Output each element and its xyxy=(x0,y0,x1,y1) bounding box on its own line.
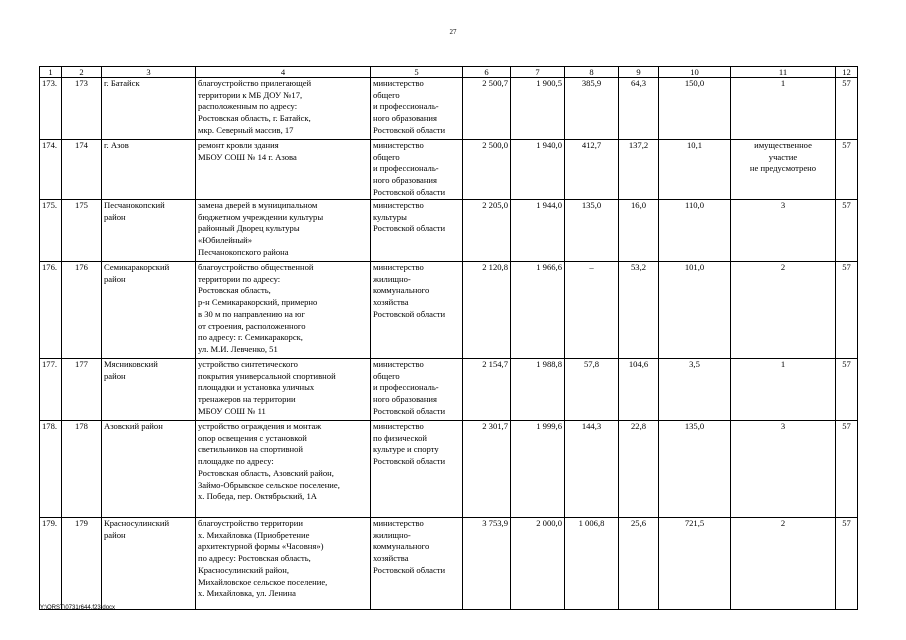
row-number-cell: 179 xyxy=(62,518,102,610)
ministry-cell-line: Ростовской области xyxy=(373,308,446,319)
project-description-cell-line: площадке по адресу: xyxy=(198,456,274,467)
ministry-cell-line: общего xyxy=(373,89,400,100)
business-funds-cell: 10,1 xyxy=(659,140,731,200)
ministry-cell-line: министерство xyxy=(373,359,424,369)
population-funds-cell: 64,3 xyxy=(619,78,659,140)
project-description-cell-line: Ростовская область, Азовский район, xyxy=(198,467,334,478)
ministry-cell-line: министерство xyxy=(373,518,424,528)
participation-cell-line: 3 xyxy=(780,421,786,431)
ministry-cell xyxy=(371,421,463,518)
ministry-cell-line: коммунального xyxy=(373,541,430,552)
participation-cell-line: 3 xyxy=(780,200,786,210)
program-table xyxy=(39,66,858,610)
project-description-cell xyxy=(196,200,371,262)
project-description-cell xyxy=(196,262,371,359)
project-description-cell-line: благоустройство территории xyxy=(198,518,303,528)
ministry-cell-line: министерство xyxy=(373,262,424,272)
project-description-cell-line: опор освещения с установкой xyxy=(198,432,307,443)
project-description-cell-line: архитектурной формы «Часовня») xyxy=(198,541,324,552)
municipality-cell-line: район xyxy=(104,370,126,381)
table-row xyxy=(40,140,858,200)
municipality-cell-line: г. Батайск xyxy=(104,78,140,88)
ministry-cell-line: коммунального xyxy=(373,285,430,296)
municipality-cell-line: район xyxy=(104,211,126,222)
row-number-cell: 177 xyxy=(62,359,102,421)
municipality-cell-line: район xyxy=(104,273,126,284)
municipality-cell xyxy=(102,518,196,610)
ministry-cell xyxy=(371,140,463,200)
total-amount-cell: 2 154,7 xyxy=(463,359,511,421)
project-description-cell-line: «Юбилейный» xyxy=(198,235,253,246)
project-description-cell-line: площадки и установка уличных xyxy=(198,382,315,393)
column-header-3: 3 xyxy=(102,67,196,78)
regional-budget-cell: 1 944,0 xyxy=(511,200,565,262)
participation-cell-line: 2 xyxy=(780,262,786,272)
ministry-cell-line: и профессиональ- xyxy=(373,382,439,393)
local-budget-cell: 385,9 xyxy=(565,78,619,140)
total-amount-cell: 2 500,0 xyxy=(463,140,511,200)
participation-cell-line: имущественное xyxy=(754,140,812,150)
ministry-cell-line: культуре и спорту xyxy=(373,444,439,455)
regional-budget-cell: 1 900,5 xyxy=(511,78,565,140)
row-number-cell: 176 xyxy=(62,262,102,359)
project-description-cell-line: от строения, расположенного xyxy=(198,320,306,331)
ministry-cell-line: и профессиональ- xyxy=(373,163,439,174)
score-cell: 57 xyxy=(836,359,858,421)
ministry-cell xyxy=(371,359,463,421)
project-description-cell-line: Красносулинский район, xyxy=(198,564,289,575)
project-description-cell-line: ремонт кровли здания xyxy=(198,140,279,150)
ministry-cell xyxy=(371,518,463,610)
participation-cell-line: не предусмотрено xyxy=(749,163,817,174)
score-cell: 57 xyxy=(836,140,858,200)
project-description-cell xyxy=(196,518,371,610)
row-index-cell: 177. xyxy=(40,359,62,421)
project-description-cell xyxy=(196,78,371,140)
table-row xyxy=(40,518,858,610)
project-description-cell-line: светильников на спортивной xyxy=(198,444,304,455)
ministry-cell-line: министерство xyxy=(373,200,424,210)
project-description-cell-line: Песчанокопского района xyxy=(198,246,289,257)
project-description-cell-line: МБОУ СОШ № 14 г. Азова xyxy=(198,151,297,162)
business-funds-cell: 721,5 xyxy=(659,518,731,610)
ministry-cell-line: хозяйства xyxy=(373,297,409,308)
participation-cell-line: 1 xyxy=(780,359,786,369)
participation-cell xyxy=(731,518,836,610)
project-description-cell xyxy=(196,421,371,518)
project-description-cell-line: Ростовская область, г. Батайск, xyxy=(198,113,311,124)
municipality-cell-line: район xyxy=(104,529,126,540)
total-amount-cell: 2 301,7 xyxy=(463,421,511,518)
business-funds-cell: 110,0 xyxy=(659,200,731,262)
ministry-cell-line: Ростовской области xyxy=(373,186,446,197)
project-description-cell-line: Займо-Обрывское сельское поселение, xyxy=(198,479,340,490)
column-header-12: 12 xyxy=(836,67,858,78)
regional-budget-cell: 1 999,6 xyxy=(511,421,565,518)
project-description-cell-line: покрытия универсальной спортивной xyxy=(198,370,336,381)
participation-cell xyxy=(731,140,836,200)
business-funds-cell: 150,0 xyxy=(659,78,731,140)
row-number-cell: 174 xyxy=(62,140,102,200)
municipality-cell-line: Мясниковский xyxy=(104,359,158,369)
column-header-7: 7 xyxy=(511,67,565,78)
project-description-cell-line: по адресу: г. Семикаракорск, xyxy=(198,332,303,343)
municipality-cell xyxy=(102,140,196,200)
ministry-cell-line: общего xyxy=(373,151,400,162)
project-description-cell-line: устройство ограждения и монтаж xyxy=(198,421,322,431)
row-index-cell: 174. xyxy=(40,140,62,200)
table-row xyxy=(40,421,858,518)
header-row xyxy=(40,67,858,78)
ministry-cell-line: Ростовской области xyxy=(373,223,446,234)
project-description-cell-line: по адресу: Ростовская область, xyxy=(198,553,311,564)
score-cell: 57 xyxy=(836,518,858,610)
ministry-cell-line: общего xyxy=(373,370,400,381)
project-description-cell-line: Ростовская область, xyxy=(198,285,271,296)
ministry-cell-line: жилищно- xyxy=(373,529,411,540)
participation-cell xyxy=(731,421,836,518)
table-body xyxy=(40,78,858,610)
project-description-cell-line: территории к МБ ДОУ №17, xyxy=(198,89,303,100)
column-header-10: 10 xyxy=(659,67,731,78)
participation-cell xyxy=(731,78,836,140)
participation-cell-line: участие xyxy=(768,151,798,162)
population-funds-cell: 137,2 xyxy=(619,140,659,200)
row-index-cell: 176. xyxy=(40,262,62,359)
ministry-cell-line: министерство xyxy=(373,421,424,431)
municipality-cell xyxy=(102,421,196,518)
participation-cell xyxy=(731,262,836,359)
population-funds-cell: 104,6 xyxy=(619,359,659,421)
project-description-cell-line: территории по адресу: xyxy=(198,273,281,284)
local-budget-cell: 135,0 xyxy=(565,200,619,262)
project-description-cell-line: благоустройство прилегающей xyxy=(198,78,312,88)
ministry-cell-line: Ростовской области xyxy=(373,456,446,467)
local-budget-cell: 412,7 xyxy=(565,140,619,200)
project-description-cell-line: мкр. Северный массив, 17 xyxy=(198,124,294,135)
table-row xyxy=(40,262,858,359)
score-cell: 57 xyxy=(836,78,858,140)
municipality-cell xyxy=(102,359,196,421)
regional-budget-cell: 1 988,8 xyxy=(511,359,565,421)
municipality-cell-line: Азовский район xyxy=(104,421,163,431)
project-description-cell-line: устройство синтетического xyxy=(198,359,298,369)
participation-cell xyxy=(731,359,836,421)
ministry-cell xyxy=(371,262,463,359)
local-budget-cell: – xyxy=(565,262,619,359)
project-description-cell-line: х. Победа, пер. Октябрьский, 1А xyxy=(198,491,317,502)
row-number-cell: 175 xyxy=(62,200,102,262)
municipality-cell-line: Красносулинский xyxy=(104,518,170,528)
score-cell: 57 xyxy=(836,421,858,518)
project-description-cell-line: замена дверей в муниципальном xyxy=(198,200,318,210)
column-header-4: 4 xyxy=(196,67,371,78)
ministry-cell-line: ного образования xyxy=(373,394,437,405)
business-funds-cell: 101,0 xyxy=(659,262,731,359)
score-cell: 57 xyxy=(836,200,858,262)
project-description-cell-line: бюджетном учреждении культуры xyxy=(198,211,324,222)
population-funds-cell: 16,0 xyxy=(619,200,659,262)
ministry-cell xyxy=(371,78,463,140)
local-budget-cell: 144,3 xyxy=(565,421,619,518)
ministry-cell-line: министерство xyxy=(373,140,424,150)
project-description-cell-line: х. Михайловка (Приобретение xyxy=(198,529,310,540)
ministry-cell-line: Ростовской области xyxy=(373,564,446,575)
municipality-cell-line: Семикаракорский xyxy=(104,262,170,272)
project-description-cell xyxy=(196,359,371,421)
population-funds-cell: 25,6 xyxy=(619,518,659,610)
municipality-cell-line: Песчанокопский xyxy=(104,200,165,210)
total-amount-cell: 2 500,7 xyxy=(463,78,511,140)
ministry-cell-line: по физической xyxy=(373,432,428,443)
table-row xyxy=(40,78,858,140)
column-header-11: 11 xyxy=(731,67,836,78)
participation-cell xyxy=(731,200,836,262)
ministry-cell-line: Ростовской области xyxy=(373,405,446,416)
participation-cell-line: 1 xyxy=(780,78,786,88)
municipality-cell-line: г. Азов xyxy=(104,140,129,150)
table-row xyxy=(40,359,858,421)
column-header-8: 8 xyxy=(565,67,619,78)
local-budget-cell: 1 006,8 xyxy=(565,518,619,610)
project-description-cell-line: х. Михайловка, ул. Ленина xyxy=(198,588,296,599)
ministry-cell-line: культуры xyxy=(373,211,407,222)
municipality-cell xyxy=(102,78,196,140)
row-index-cell: 178. xyxy=(40,421,62,518)
row-index-cell: 179. xyxy=(40,518,62,610)
ministry-cell-line: министерство xyxy=(373,78,424,88)
total-amount-cell: 3 753,9 xyxy=(463,518,511,610)
participation-cell-line: 2 xyxy=(780,518,786,528)
ministry-cell xyxy=(371,200,463,262)
population-funds-cell: 53,2 xyxy=(619,262,659,359)
local-budget-cell: 57,8 xyxy=(565,359,619,421)
regional-budget-cell: 1 966,6 xyxy=(511,262,565,359)
regional-budget-cell: 1 940,0 xyxy=(511,140,565,200)
project-description-cell-line: благоустройство общественной xyxy=(198,262,314,272)
ministry-cell-line: ного образования xyxy=(373,175,437,186)
project-description-cell-line: Михайловское сельское поселение, xyxy=(198,576,328,587)
file-path-footer: Y:\ORST\0731r644.f23.docx xyxy=(40,605,116,611)
ministry-cell-line: жилищно- xyxy=(373,273,411,284)
municipality-cell xyxy=(102,200,196,262)
total-amount-cell: 2 205,0 xyxy=(463,200,511,262)
project-description-cell-line: р-н Семикаракорский, примерно xyxy=(198,297,318,308)
column-header-6: 6 xyxy=(463,67,511,78)
ministry-cell-line: Ростовской области xyxy=(373,124,446,135)
municipality-cell xyxy=(102,262,196,359)
business-funds-cell: 135,0 xyxy=(659,421,731,518)
project-description-cell-line: тренажеров на территории xyxy=(198,394,296,405)
ministry-cell-line: ного образования xyxy=(373,113,437,124)
project-description-cell-line: расположенным по адресу: xyxy=(198,101,298,112)
row-index-cell: 173. xyxy=(40,78,62,140)
project-description-cell-line: ул. М.И. Левченко, 51 xyxy=(198,343,278,354)
ministry-cell-line: хозяйства xyxy=(373,553,409,564)
population-funds-cell: 22,8 xyxy=(619,421,659,518)
ministry-cell-line: и профессиональ- xyxy=(373,101,439,112)
column-header-2: 2 xyxy=(62,67,102,78)
row-number-cell: 178 xyxy=(62,421,102,518)
project-description-cell-line: районный Дворец культуры xyxy=(198,223,300,234)
project-description-cell xyxy=(196,140,371,200)
project-description-cell-line: в 30 м по направлению на юг xyxy=(198,308,305,319)
score-cell: 57 xyxy=(836,262,858,359)
column-header-1: 1 xyxy=(40,67,62,78)
column-header-5: 5 xyxy=(371,67,463,78)
regional-budget-cell: 2 000,0 xyxy=(511,518,565,610)
project-description-cell-line: МБОУ СОШ № 11 xyxy=(198,405,266,416)
business-funds-cell: 3,5 xyxy=(659,359,731,421)
page-number: 27 xyxy=(449,28,457,36)
table-row xyxy=(40,200,858,262)
total-amount-cell: 2 120,8 xyxy=(463,262,511,359)
row-number-cell: 173 xyxy=(62,78,102,140)
column-header-9: 9 xyxy=(619,67,659,78)
row-index-cell: 175. xyxy=(40,200,62,262)
